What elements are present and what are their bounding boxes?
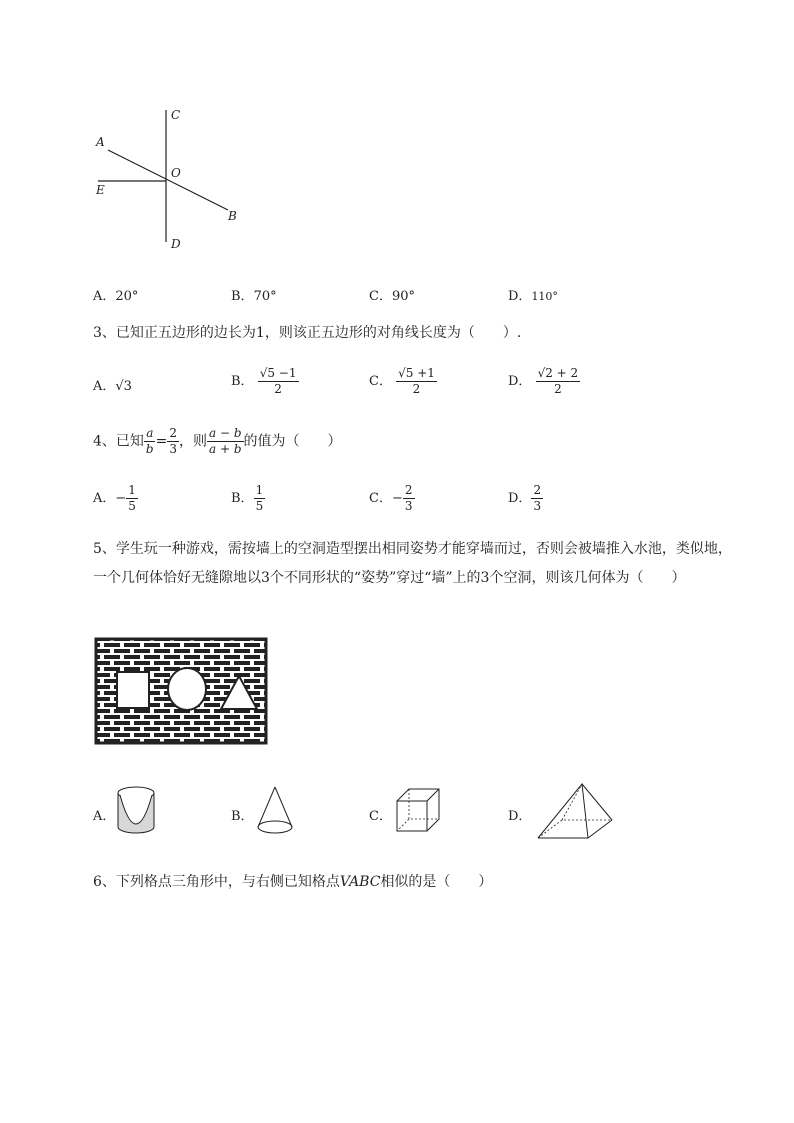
q2-option-b[interactable]: B．70°: [231, 289, 277, 304]
cylinder-icon: [115, 783, 157, 837]
q3-option-a[interactable]: A．√3: [93, 379, 132, 394]
q2-option-a[interactable]: A．20°: [93, 289, 139, 304]
label-c: C: [171, 108, 181, 122]
q4-expr-fraction: $\frac{a - b}{a + b}$: [208, 426, 242, 456]
intersecting-lines-figure: [85, 100, 255, 260]
brick-wall-figure: [93, 636, 269, 746]
q4-ratio-fraction: $\frac{2}{3}$: [169, 426, 177, 456]
q3-option-d[interactable]: D． $\frac{√2 + 2}{2}$: [508, 366, 579, 396]
q4-a-fraction: $\frac{1}{5}$: [128, 483, 136, 513]
q3-d-fraction: $\frac{√2 + 2}{2}$: [537, 366, 579, 396]
q3-option-c[interactable]: C． $\frac{√5 +1}{2}$: [369, 366, 435, 396]
q4-option-b[interactable]: B． $\frac{1}{5}$: [231, 483, 264, 513]
line-ab: [108, 150, 228, 210]
pyramid-icon: [536, 780, 614, 842]
q4-option-d[interactable]: D． $\frac{2}{3}$: [508, 483, 542, 513]
q2-option-d[interactable]: D．110°: [508, 289, 558, 304]
q4-d-fraction: $\frac{2}{3}$: [533, 483, 542, 513]
label-a: A: [96, 135, 105, 149]
q4-option-a[interactable]: A．− $\frac{1}{5}$: [93, 483, 136, 513]
q4-cond-fraction: $\frac{a}{b}$: [145, 426, 154, 456]
cube-icon: [395, 787, 441, 835]
q5-stem: 5、学生玩一种游戏，需按墙上的空洞造型摆出相同姿势才能穿墙而过，否则会被墙推入水池，类似地，一个几何体恰好无缝隙地以3个不同形状的“姿势”穿过“墙”上的3个空洞，则该几何体为（ ）: [93, 541, 732, 586]
q3-stem: 3、已知正五边形的边长为1，则该正五边形的对角线长度为（ ）.: [93, 325, 522, 341]
q4-stem: 4、已知 $\frac{a}{b}$ = $\frac{2}{3}$ ，则 $\frac{a - b}{a + b}$ 的值为（ ）: [93, 426, 342, 456]
triangle-abc: VABC: [339, 874, 381, 890]
label-d: D: [171, 237, 181, 251]
label-o: O: [171, 166, 181, 180]
circle-hole: [168, 668, 206, 710]
q4-b-fraction: $\frac{1}{5}$: [255, 483, 264, 513]
q3-a-expr: √3: [115, 379, 132, 394]
q4-option-c[interactable]: C．− $\frac{2}{3}$: [369, 483, 413, 513]
q2-option-c[interactable]: C．90°: [369, 289, 415, 304]
q3-c-fraction: $\frac{√5 +1}{2}$: [398, 366, 435, 396]
q3-option-b[interactable]: B． $\frac{√5 -1}{2}$: [231, 366, 297, 396]
label-b: B: [228, 209, 237, 223]
q4-c-fraction: $\frac{2}{3}$: [404, 483, 413, 513]
square-hole: [117, 672, 149, 708]
label-e: E: [96, 183, 105, 197]
q6-stem: 6、下列格点三角形中，与右侧已知格点VABC相似的是（ ）: [93, 874, 493, 890]
q3-b-fraction: $\frac{√5 -1}{2}$: [259, 366, 297, 396]
cone-icon: [255, 783, 295, 839]
